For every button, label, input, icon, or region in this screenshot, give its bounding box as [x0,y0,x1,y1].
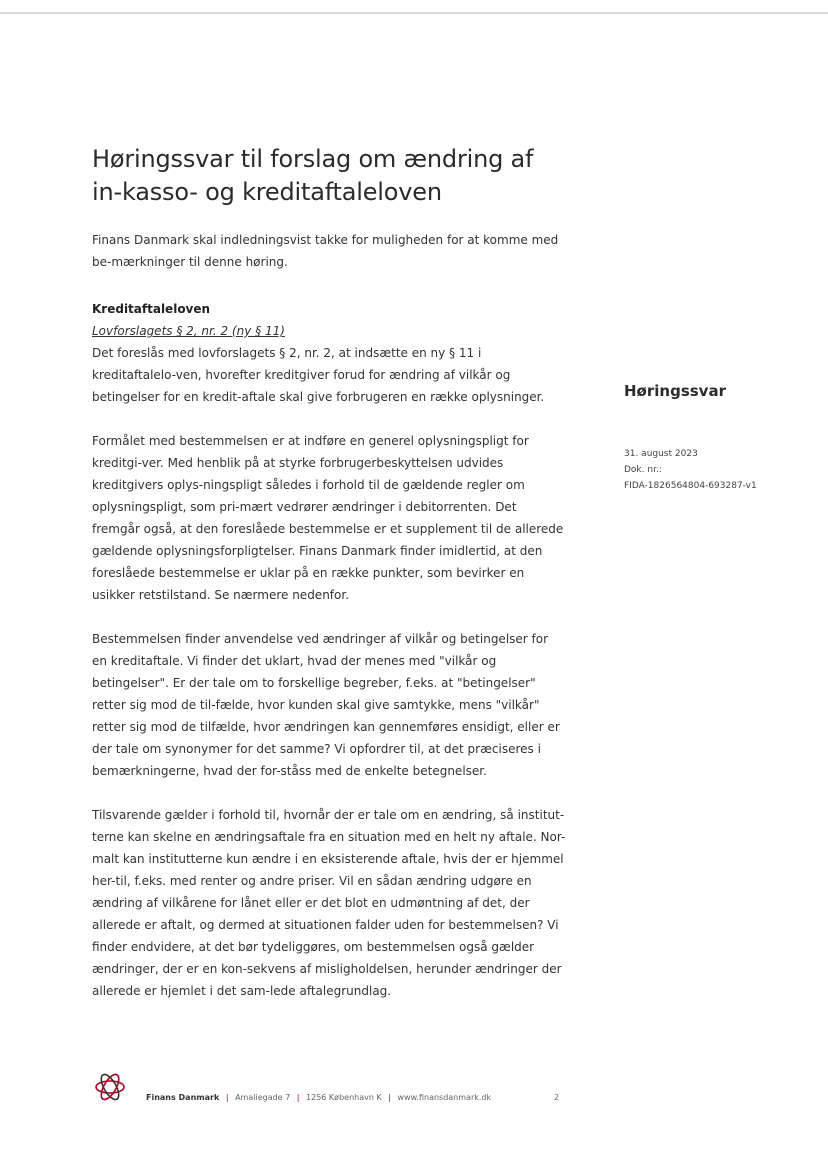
paragraph-2: Formålet med bestemmelsen er at indføre en generel oplysningspligt for kreditgi-ver. Med henblik på at styrke forbrugerbeskyttelsen udvides kreditgivers oplys-ningspligt således i forhold til de gældende regler om oplysningspligt, som pri-mært vedrører ændringer i debitorrenten. Det fremgår også, at den foreslåede bestemmelse er et supplement til de allerede gældende oplysningsforpligtelser. Finans Danmark finder imidlertid, at den foreslåede bestemmelse er uklar på en række punkter, som bevirker en usikker retstilstand. Se nærmere nedenfor. [92,434,564,602]
footer-website[interactable]: www.finansdanmark.dk [397,1093,492,1102]
sidebar-doc-nr-label: Dok. nr.: [624,465,662,475]
footer-separator: | [296,1093,300,1102]
top-divider [0,12,828,14]
page-footer [90,1067,570,1117]
footer-text [146,1093,491,1102]
footer-brand: Finans Danmark [146,1093,220,1102]
sidebar-doc-nr: FIDA-1826564804-693287-v1 [624,481,757,491]
document-body [92,229,566,1002]
footer-address: Amaliegade 7 [235,1093,291,1102]
section-heading: Kreditaftaleloven [92,302,211,316]
sidebar-date: 31. august 2023 [624,449,698,459]
paragraph-4: Tilsvarende gælder i forhold til, hvornår der er tale om en ændring, så institut-terne kan skelne en ændringsaftale fra en situation med en helt ny aftale. Nor-malt kan institutterne kun ændre i en eksisterende aftale, hvis der er hjemmel her-til, f.eks. med renter og andre priser. Vil en sådan ændring udgøre en ændring af vilkårene for lånet eller er det blot en udmøntning af det, der allerede er aftalt, og dermed at situationen falder uden for bestemmelsen? Vi finder endvidere, at det bør tydeliggøres, om bestemmelsen også gælder ændringer, der er en kon-sekvens af misligholdelsen, herunder ændringer der allerede er hjemlet i det sam-lede aftalegrundlag. [92,808,566,998]
footer-city: 1256 København K [306,1093,382,1102]
paragraph-3: Bestemmelsen finder anvendelse ved ændringer af vilkår og betingelser for en kreditaftale. Vi finder det uklart, hvad der menes med "vilkår og betingelser". Er der tale om to forskellige begreber, f.eks. at "betingelser" retter sig mod de til-fælde, hvor kunden skal give samtykke, mens "vilkår" retter sig mod de tilfælde, hvor ændringen kan gennemføres ensidigt, eller er der tale om synonymer for det samme? Vi opfordrer til, at det præciseres i bemærkningerne, hvad der for-ståss med de enkelte betegnelser. [92,632,560,778]
sidebar-meta [624,446,757,494]
section-reference: Lovforslagets § 2, nr. 2 (ny § 11) [92,324,285,338]
intro-paragraph: Finans Danmark skal indledningsvist takke for muligheden for at komme med be-mærkninger til denne høring. [92,233,559,269]
page-number: 2 [554,1093,560,1102]
document-title: Høringssvar til forslag om ændring af in-kasso- og kreditaftaleloven [92,145,534,206]
finans-danmark-logo-icon [90,1067,130,1107]
sidebar-doc-type: Høringssvar [624,382,726,400]
footer-separator: | [388,1093,391,1102]
footer-separator: | [225,1093,229,1102]
paragraph-1: Det foreslås med lovforslagets § 2, nr. 2, at indsætte en ny § 11 i kreditaftalelo-ven, hvorefter kreditgiver forud for ændring af vilkår og betingelser for en kredit-aftale skal give forbrugeren en række oplysninger. [92,346,545,404]
